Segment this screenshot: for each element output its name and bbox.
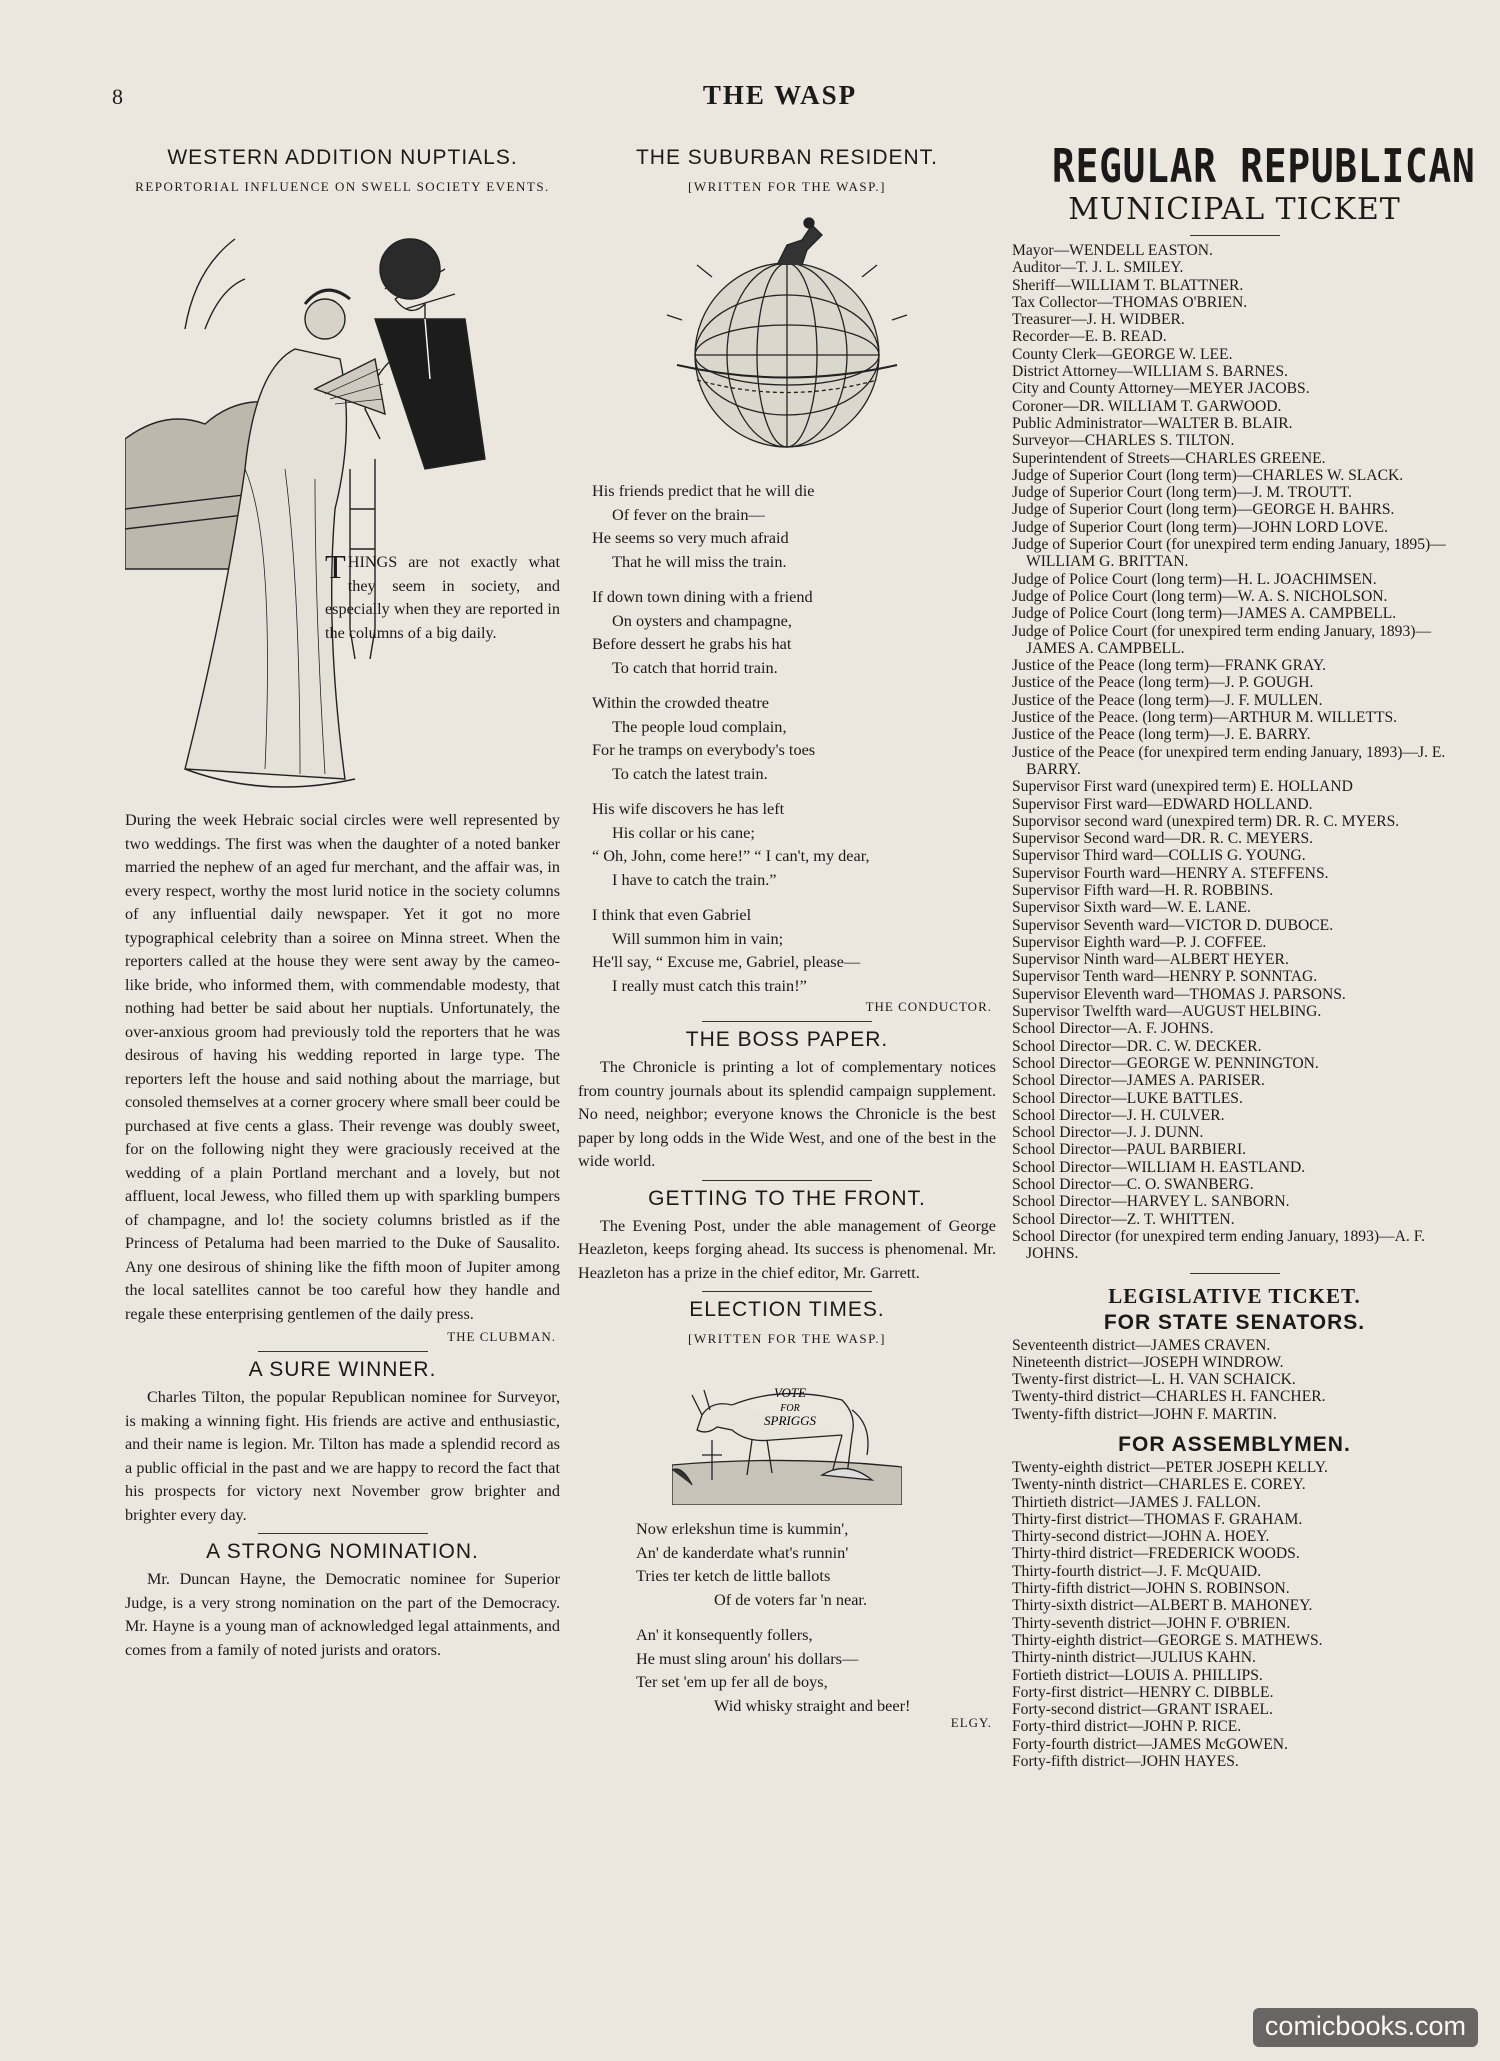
verse-line: For he tramps on everybody's toes bbox=[592, 740, 816, 759]
ticket-entry: Supervisor Fourth ward—HENRY A. STEFFENS. bbox=[1012, 864, 1329, 882]
ticket-entry: Forty-third district—JOHN P. RICE. bbox=[1012, 1718, 1242, 1736]
ticket-entry: Judge of Police Court (long term)—W. A. S. NICHOLSON. bbox=[1012, 587, 1388, 605]
ticket-entry: Fortieth district—LOUIS A. PHILLIPS. bbox=[1012, 1666, 1263, 1684]
assemblymen-list bbox=[1012, 1459, 1457, 1770]
verse-line: Before dessert he grabs his hat bbox=[592, 634, 792, 653]
ticket-entry: Twenty-first district—L. H. VAN SCHAICK. bbox=[1012, 1371, 1296, 1389]
verse-line: His friends predict that he will die bbox=[592, 481, 815, 500]
masthead: THE WASP bbox=[702, 80, 858, 110]
stanza bbox=[636, 1623, 996, 1717]
article-title-nuptials: WESTERN ADDITION NUPTIALS. bbox=[167, 146, 518, 169]
ticket-entry: School Director—WILLIAM H. EASTLAND. bbox=[1012, 1158, 1306, 1176]
ticket-entry: School Director—JAMES A. PARISER. bbox=[1012, 1072, 1265, 1090]
ticket-entry: Thirtieth district—JAMES J. FALLON. bbox=[1012, 1493, 1261, 1511]
ticket-entry: Judge of Superior Court (long term)—J. M. TROUTT. bbox=[1012, 484, 1352, 502]
poem-title-suburban: THE SUBURBAN RESIDENT. bbox=[635, 146, 939, 169]
assembly-title: FOR ASSEMBLYMEN. bbox=[1118, 1433, 1351, 1456]
legislative-ticket-title: LEGISLATIVE TICKET. bbox=[1108, 1283, 1361, 1308]
ticket-entry: Forty-first district—HENRY C. DIBBLE. bbox=[1012, 1683, 1274, 1701]
poem-subtitle-suburban: [WRITTEN FOR THE WASP.] bbox=[688, 179, 886, 194]
ticket-entry: Supervisor Eighth ward—P. J. COFFEE. bbox=[1012, 933, 1267, 951]
stanza bbox=[592, 691, 996, 785]
ticket-entry: Tax Collector—THOMAS O'BRIEN. bbox=[1012, 293, 1248, 311]
ticket-entry: Justice of the Peace (long term)—J. P. GOUGH. bbox=[1012, 674, 1314, 692]
verse-line: An' it konsequently follers, bbox=[636, 1625, 813, 1644]
divider bbox=[1190, 1273, 1280, 1274]
verse-line: He'll say, “ Excuse me, Gabriel, please— bbox=[592, 952, 861, 971]
ticket-entry: Justice of the Peace (long term)—J. F. MULLEN. bbox=[1012, 691, 1323, 709]
article-title-getting-front: GETTING TO THE FRONT. bbox=[648, 1186, 926, 1210]
verse-line: I really must catch this train!” bbox=[612, 975, 807, 995]
ticket-entry: School Director—GEORGE W. PENNINGTON. bbox=[1012, 1054, 1319, 1072]
verse-line: I think that even Gabriel bbox=[592, 905, 752, 924]
ticket-entry: School Director (for unexpired term ending January, 1893)—A. F. JOHNS. bbox=[1012, 1227, 1426, 1263]
ticket-entry: Judge of Police Court (for unexpired term ending January, 1893)—JAMES A. CAMPBELL. bbox=[1012, 622, 1432, 657]
article-body-nuptials: During the week Hebraic social circles were well represented by two weddings. The first was when the daughter of a noted banker married the nephew of an aged fur merchant, and the affair was, in every respect, worthy the most lurid notice in the society columns of any influential daily newspaper. Yet it got no more typographical celebrity than a soiree on Minna street. When the reporters called at the house they were sent away by the cameo-like bride, who informed them, with commendable modesty, that nothing had better be said about her nuptials. Unfortunately, the over-anxious groom had previously told the reporters that he was desirous of having his wedding reported in large type. The reporters left the house and said nothing about the marriage, but consoled themselves at a corner grocery where small beer could be purchased at five cents a glass. Their revenge was doubly sweet, for on the following night they were graciously received at the wedding of a plain Portland merchant and a lovely, but not affluent, local Jewess, who filled them up with sparkling bumpers of champagne, and lo! the society columns bristled as if the Princess of Petaluma had been married to the Duke of Sausalito. Any one desirous of shining like the fifth moon of Jupiter among the local satellites cannot be too careful how they handle and regale these enterprising gentlemen of the daily press. bbox=[125, 811, 560, 1323]
signature-clubman: THE CLUBMAN. bbox=[447, 1329, 556, 1344]
article-title-boss-paper: THE BOSS PAPER. bbox=[685, 1028, 889, 1051]
ticket-entry: Judge of Police Court (long term)—H. L. JOACHIMSEN. bbox=[1012, 570, 1377, 588]
ticket-entry: School Director—J. H. CULVER. bbox=[1012, 1106, 1225, 1124]
watermark: comicbooks.com bbox=[1253, 2008, 1478, 2047]
article-subtitle-nuptials: REPORTORIAL INFLUENCE ON SWELL SOCIETY EVENTS. bbox=[135, 179, 550, 194]
article-title-sure-winner: A SURE WINNER. bbox=[248, 1358, 437, 1381]
verse-line: To catch that horrid train. bbox=[612, 657, 778, 677]
verse-line: “ Oh, John, come here!” “ I can't, my dear, bbox=[592, 846, 870, 865]
verse-line: Will summon him in vain; bbox=[612, 928, 784, 948]
ticket-entry: School Director—C. O. SWANBERG. bbox=[1012, 1176, 1254, 1194]
divider bbox=[702, 1180, 872, 1181]
ticket-entry: School Director—DR. C. W. DECKER. bbox=[1012, 1037, 1262, 1055]
ticket-entry: Supervisor First ward—EDWARD HOLLAND. bbox=[1012, 795, 1313, 813]
ticket-entry: Suporvisor second ward (unexpired term) DR. R. C. MYERS. bbox=[1012, 812, 1400, 830]
poem-suburban bbox=[592, 479, 996, 997]
stanza bbox=[592, 797, 996, 891]
stanza bbox=[592, 903, 996, 997]
ticket-entry: Twenty-ninth district—CHARLES E. COREY. bbox=[1012, 1476, 1306, 1494]
verse-line: He seems so very much afraid bbox=[592, 528, 789, 547]
ticket-entry: Twenty-third district—CHARLES H. FANCHER. bbox=[1012, 1388, 1326, 1406]
nuptials-lead bbox=[325, 551, 560, 645]
ticket-entry: Thirty-eighth district—GEORGE S. MATHEWS. bbox=[1012, 1631, 1323, 1649]
signature-conductor: THE CONDUCTOR. bbox=[865, 999, 992, 1014]
ticket-entry: Nineteenth district—JOSEPH WINDROW. bbox=[1012, 1353, 1284, 1371]
ticket-entry: Public Administrator—WALTER B. BLAIR. bbox=[1012, 414, 1293, 432]
globe-illustration bbox=[637, 205, 937, 465]
article-body-boss-paper: The Chronicle is printing a lot of complementary notices from country journals about its splendid campaign supplement. No need, neighbor; everyone knows the Chronicle is the best paper by long odds in the Wide West, and one of the best in the wide world. bbox=[578, 1058, 996, 1170]
ticket-entry: Thirty-second district—JOHN A. HOEY. bbox=[1012, 1528, 1270, 1546]
couple-illustration bbox=[125, 209, 560, 809]
verse-line: Tries ter ketch de little ballots bbox=[636, 1566, 831, 1585]
ticket-entry: Justice of the Peace (long term)—J. E. BARRY. bbox=[1012, 726, 1311, 744]
ticket-entry: Justice of the Peace. (long term)—ARTHUR M. WILLETTS. bbox=[1012, 709, 1398, 727]
verse-line: Within the crowded theatre bbox=[592, 693, 770, 712]
ticket-entry: Justice of the Peace (long term)—FRANK GRAY. bbox=[1012, 657, 1327, 675]
verse-line: Of fever on the brain— bbox=[612, 504, 765, 524]
senators-title: FOR STATE SENATORS. bbox=[1103, 1310, 1366, 1334]
article-title-strong-nomination: A STRONG NOMINATION. bbox=[206, 1540, 479, 1563]
ticket-entry: Judge of Superior Court (long term)—CHARLES W. SLACK. bbox=[1012, 466, 1404, 484]
lead-text: HINGS are not exactly what they seem in society, and especially when they are reported in the columns of a big daily. bbox=[325, 553, 560, 642]
divider bbox=[702, 1021, 872, 1022]
article-body-getting-front: The Evening Post, under the able management of George Heazleton, keeps forging ahead. Its success is phenomenal. Mr. Heazleton has a prize in the chief editor, Mr. Garrett. bbox=[578, 1216, 996, 1282]
verse-line: If down town dining with a friend bbox=[592, 587, 813, 606]
ticket-entry: Supervisor Seventh ward—VICTOR D. DUBOCE. bbox=[1012, 916, 1334, 934]
mule-sign-vote: VOTE bbox=[773, 1385, 807, 1400]
mule-sign-for: FOR bbox=[780, 1403, 800, 1414]
ticket-entry: Twenty-fifth district—JOHN F. MARTIN. bbox=[1012, 1405, 1277, 1423]
article-body-strong-nomination: Mr. Duncan Hayne, the Democratic nominee for Superior Judge, is a very strong nomination on the part of the Democracy. Mr. Hayne is a young man of acknowledged legal attainments, and comes from a family of noted jurists and orators. bbox=[125, 1570, 560, 1659]
verse-line: That he will miss the train. bbox=[612, 551, 787, 571]
poem-title-election: ELECTION TIMES. bbox=[689, 1298, 885, 1321]
ticket-entry: School Director—J. J. DUNN. bbox=[1012, 1124, 1204, 1142]
ticket-entry: Auditor—T. J. L. SMILEY. bbox=[1012, 259, 1184, 277]
poem-subtitle-election: [WRITTEN FOR THE WASP.] bbox=[688, 1331, 886, 1346]
ticket-entry: Supervisor Eleventh ward—THOMAS J. PARSONS. bbox=[1012, 985, 1346, 1003]
ticket-entry: Supervisor Second ward—DR. R. C. MEYERS. bbox=[1012, 830, 1314, 848]
divider bbox=[258, 1533, 428, 1534]
ticket-entry: Forty-fourth district—JAMES McGOWEN. bbox=[1012, 1735, 1288, 1753]
ticket-subtitle: MUNICIPAL TICKET bbox=[1068, 192, 1401, 227]
ticket-entry: School Director—LUKE BATTLES. bbox=[1012, 1089, 1243, 1107]
ticket-entry: School Director—A. F. JOHNS. bbox=[1012, 1020, 1214, 1038]
divider bbox=[1190, 235, 1280, 236]
ticket-entry: Judge of Police Court (long term)—JAMES A. CAMPBELL. bbox=[1012, 605, 1397, 623]
stanza bbox=[592, 585, 996, 679]
ticket-entry: Judge of Superior Court (long term)—JOHN LORD LOVE. bbox=[1012, 518, 1388, 536]
ticket-entry: Judge of Superior Court (for unexpired term ending January, 1895)—WILLIAM G. BRITTAN. bbox=[1012, 536, 1446, 571]
signature-elgy: ELGY. bbox=[950, 1715, 992, 1730]
ticket-entry: Supervisor First ward (unexpired term) E. HOLLAND bbox=[1012, 778, 1353, 796]
article-body-sure-winner: Charles Tilton, the popular Republican nominee for Surveyor, is making a winning fight. His friends are active and enthusiastic, and their name is legion. Mr. Tilton has made a splendid record as a public official in the past and we are happy to record the fact that his prospects for victory next November grow brighter and brighter every day. bbox=[125, 1388, 560, 1524]
ticket-entry: Superintendent of Streets—CHARLES GREENE. bbox=[1012, 449, 1326, 467]
verse-line: Ter set 'em up fer all de boys, bbox=[636, 1672, 828, 1691]
verse-line: An' de kanderdate what's runnin' bbox=[636, 1542, 849, 1562]
ticket-entry: District Attorney—WILLIAM S. BARNES. bbox=[1012, 363, 1288, 381]
verse-line: He must sling aroun' his dollars— bbox=[636, 1648, 859, 1668]
ticket-entry: Surveyor—CHARLES S. TILTON. bbox=[1012, 432, 1235, 450]
ticket-entry: Thirty-fifth district—JOHN S. ROBINSON. bbox=[1012, 1580, 1290, 1598]
ticket-entry: Supervisor Twelfth ward—AUGUST HELBING. bbox=[1012, 1003, 1322, 1021]
stanza bbox=[636, 1517, 996, 1611]
verse-line: Of de voters far 'n near. bbox=[714, 1589, 868, 1609]
divider bbox=[702, 1291, 872, 1292]
ticket-entry: Thirty-third district—FREDERICK WOODS. bbox=[1012, 1545, 1300, 1563]
column-right bbox=[1012, 139, 1476, 1771]
ticket-title: REGULAR REPUBLICAN bbox=[1052, 139, 1476, 193]
page-number: 8 bbox=[112, 84, 123, 109]
verse-line: On oysters and champagne, bbox=[612, 610, 792, 630]
nuptials-block bbox=[125, 209, 560, 809]
ticket-entry: Thirty-ninth district—JULIUS KAHN. bbox=[1012, 1649, 1256, 1667]
verse-line: The people loud complain, bbox=[612, 716, 787, 736]
verse-line: To catch the latest train. bbox=[612, 763, 768, 783]
ticket-entry: Coroner—DR. WILLIAM T. GARWOOD. bbox=[1012, 397, 1282, 415]
verse-line: His collar or his cane; bbox=[612, 822, 755, 842]
ticket-entry: School Director—PAUL BARBIERI. bbox=[1012, 1141, 1247, 1159]
dropcap: T bbox=[325, 549, 346, 586]
column-middle bbox=[578, 140, 996, 1733]
ticket-entry: City and County Attorney—MEYER JACOBS. bbox=[1012, 380, 1310, 398]
ticket-entry: Thirty-first district—THOMAS F. GRAHAM. bbox=[1012, 1510, 1303, 1528]
ticket-entry: School Director—Z. T. WHITTEN. bbox=[1012, 1210, 1235, 1228]
ticket-entry: Supervisor Third ward—COLLIS G. YOUNG. bbox=[1012, 847, 1306, 865]
municipal-ticket-list bbox=[1012, 242, 1457, 1263]
ticket-entry: Thirty-fourth district—J. F. McQUAID. bbox=[1012, 1562, 1262, 1580]
mule-illustration bbox=[672, 1355, 902, 1505]
ticket-entry: Justice of the Peace (for unexpired term ending January, 1893)—J. E. BARRY. bbox=[1012, 743, 1446, 778]
ticket-entry: Twenty-eighth district—PETER JOSEPH KELLY. bbox=[1012, 1459, 1328, 1476]
ticket-entry: Sheriff—WILLIAM T. BLATTNER. bbox=[1012, 276, 1244, 294]
verse-line: Wid whisky straight and beer! bbox=[714, 1695, 911, 1715]
ticket-entry: Thirty-seventh district—JOHN F. O'BRIEN. bbox=[1012, 1614, 1291, 1632]
ticket-entry: Forty-second district—GRANT ISRAEL. bbox=[1012, 1701, 1273, 1719]
verse-line: His wife discovers he has left bbox=[592, 799, 785, 818]
ticket-entry: Supervisor Fifth ward—H. R. ROBBINS. bbox=[1012, 881, 1274, 899]
ticket-entry: Forty-fifth district—JOHN HAYES. bbox=[1012, 1753, 1239, 1771]
ticket-entry: Seventeenth district—JAMES CRAVEN. bbox=[1012, 1336, 1271, 1354]
mule-sign-spriggs: SPRIGGS bbox=[764, 1413, 816, 1428]
divider bbox=[258, 1351, 428, 1352]
ticket-entry: Recorder—E. B. READ. bbox=[1012, 328, 1167, 346]
poem-election bbox=[636, 1517, 996, 1717]
ticket-entry: School Director—HARVEY L. SANBORN. bbox=[1012, 1193, 1290, 1211]
ticket-entry: Supervisor Ninth ward—ALBERT HEYER. bbox=[1012, 951, 1289, 969]
verse-line: Now erlekshun time is kummin', bbox=[636, 1519, 849, 1538]
ticket-entry: Supervisor Sixth ward—W. E. LANE. bbox=[1012, 899, 1251, 917]
ticket-entry: Supervisor Tenth ward—HENRY P. SONNTAG. bbox=[1012, 968, 1318, 986]
ticket-entry: Mayor—WENDELL EASTON. bbox=[1012, 242, 1213, 259]
ticket-entry: Thirty-sixth district—ALBERT B. MAHONEY. bbox=[1012, 1597, 1313, 1615]
ticket-entry: Judge of Superior Court (long term)—GEORGE H. BAHRS. bbox=[1012, 501, 1395, 519]
ticket-entry: County Clerk—GEORGE W. LEE. bbox=[1012, 345, 1233, 363]
senators-list bbox=[1012, 1337, 1457, 1423]
stanza bbox=[592, 479, 996, 573]
verse-line: I have to catch the train.” bbox=[612, 869, 777, 889]
ticket-entry: Treasurer—J. H. WIDBER. bbox=[1012, 311, 1185, 329]
column-left bbox=[125, 140, 560, 1662]
